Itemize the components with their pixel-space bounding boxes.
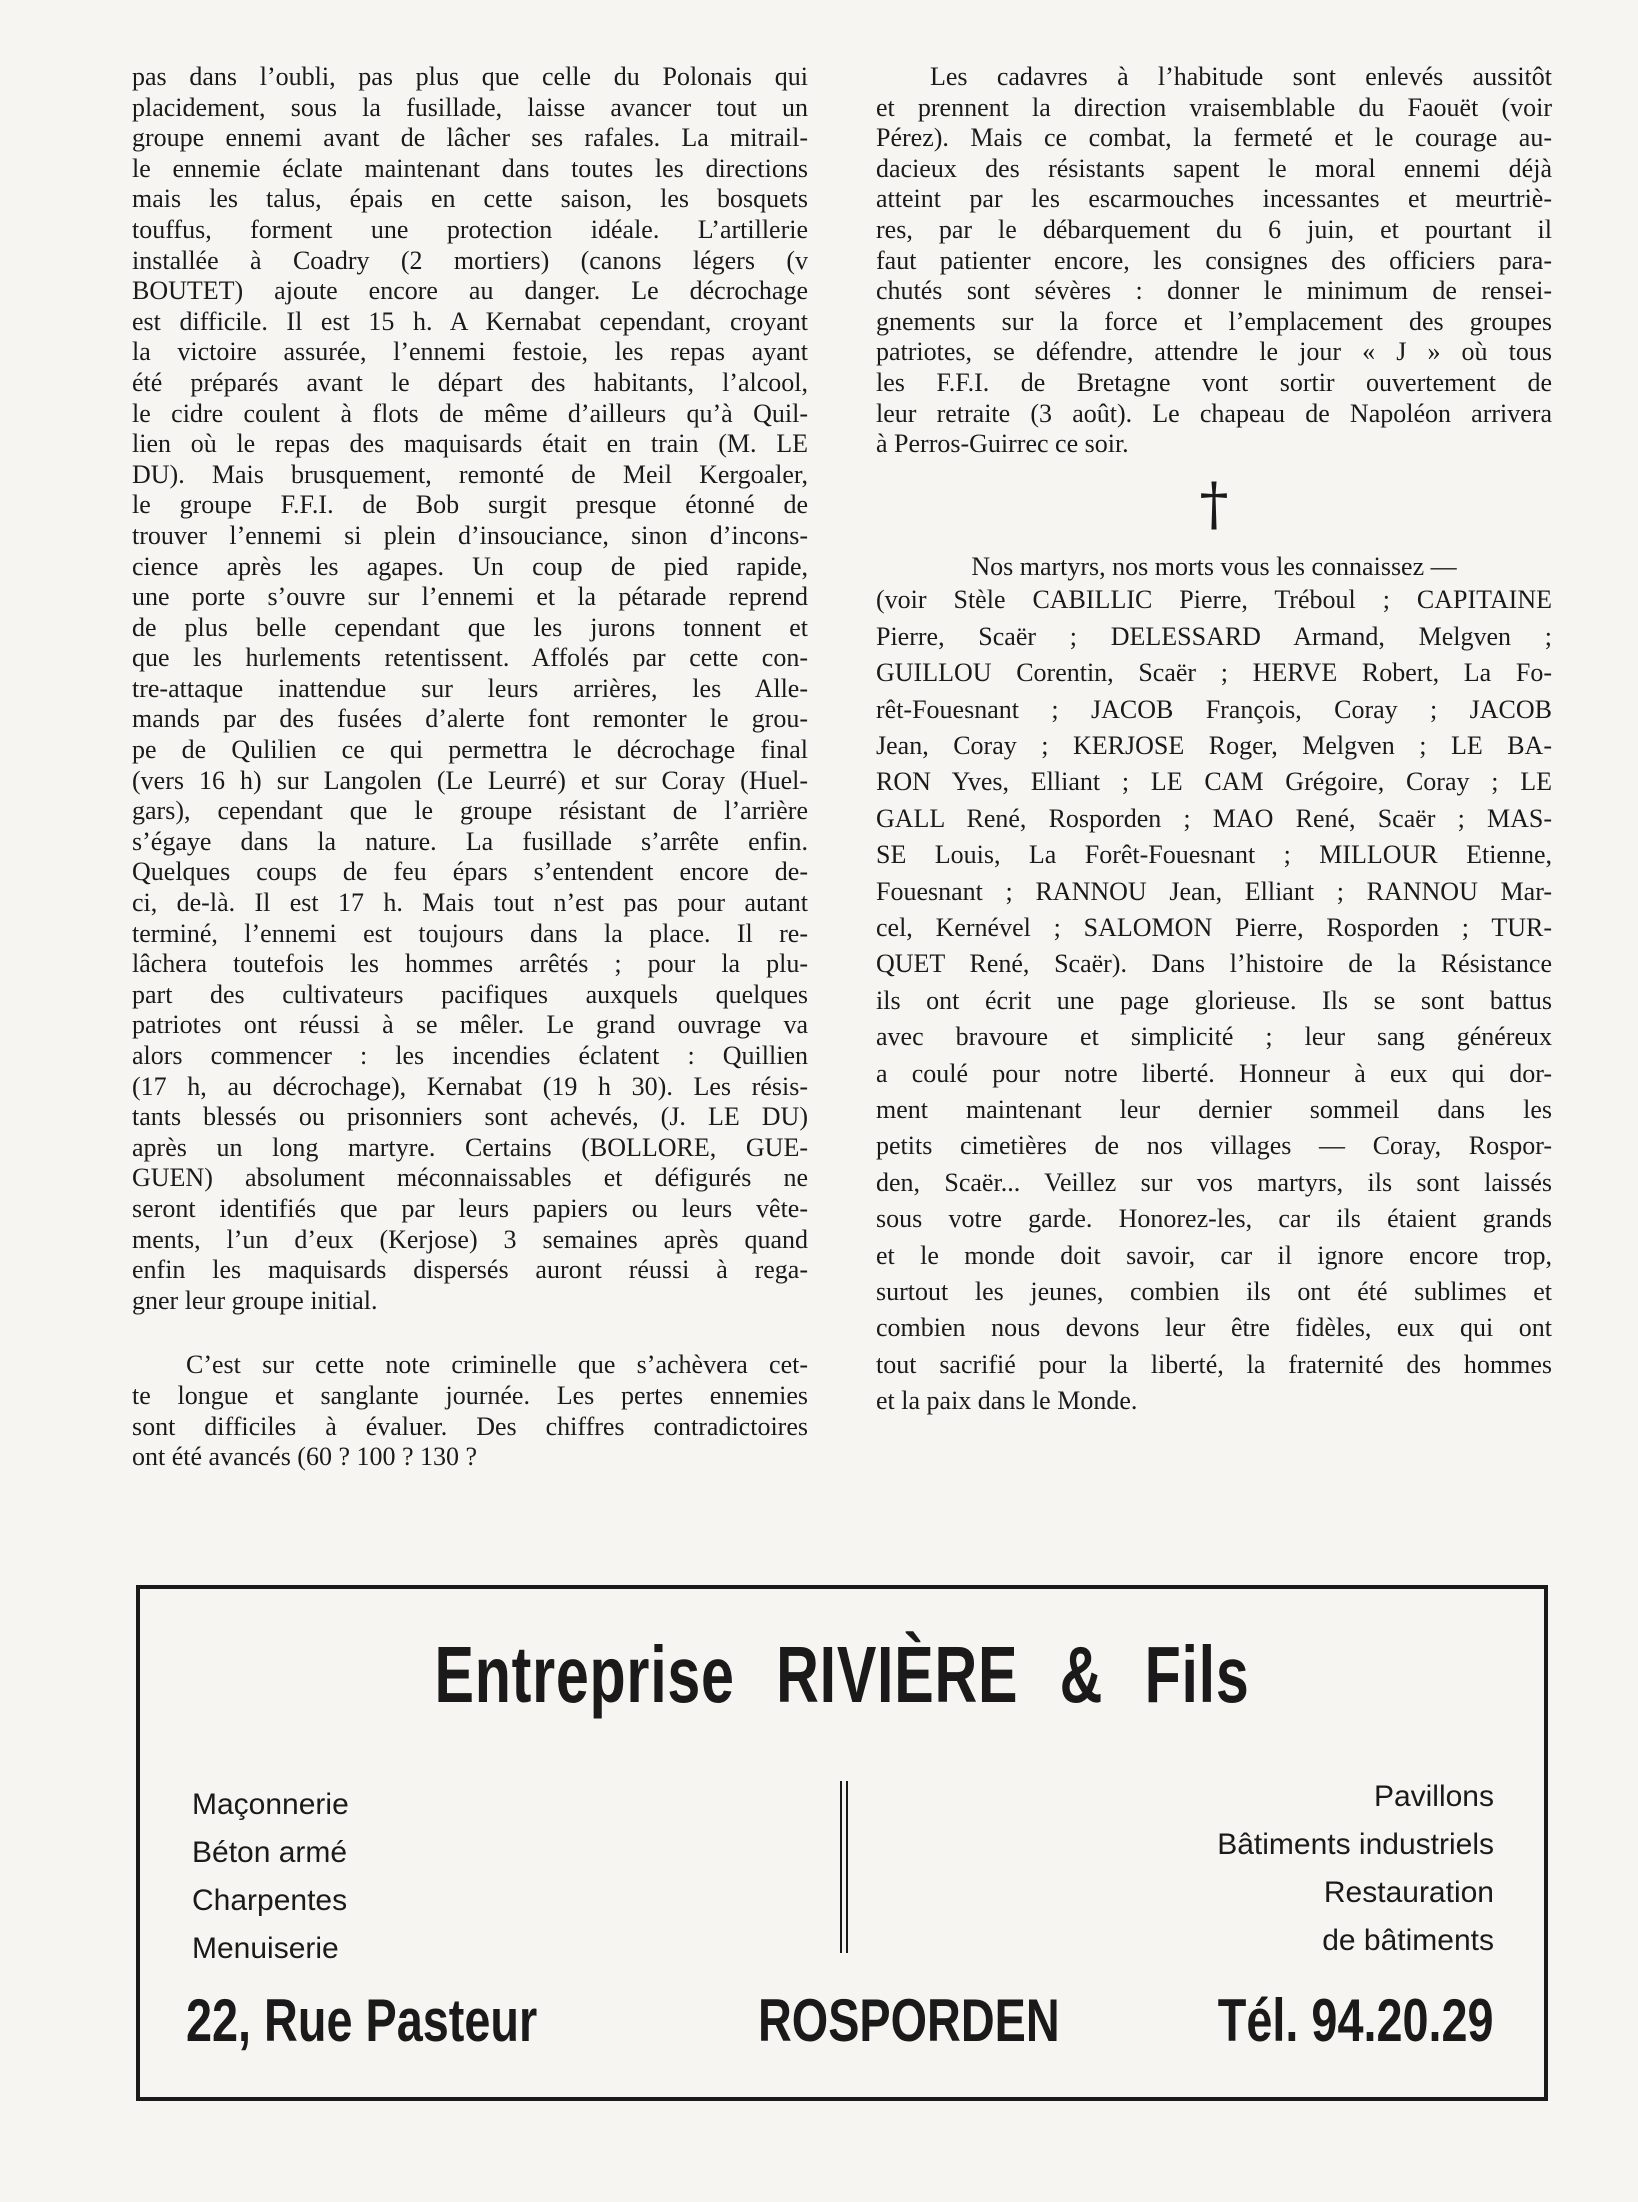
ad-right-services [1217,1773,1494,1965]
text-line: chutés sont sévères : donner le minimum de rensei- [876,276,1552,306]
martyrs-line: ils ont écrit une page glorieuse. Ils se sont battus [876,985,1552,1015]
text-line: faut patienter encore, les consignes des officiers para- [876,245,1552,275]
text-line: sont difficiles à évaluer. Des chiffres contradictoires [132,1411,808,1441]
left-paragraph-1 [132,62,808,1316]
text-line: installée à Coadry (2 mortiers) (canons légers (v [132,245,808,275]
text-line: mais les talus, épais en cette saison, les bosquets [132,184,808,214]
martyrs-line: rêt-Fouesnant ; JACOB François, Coray ; JACOB [876,694,1552,724]
ad-title-word-4: Fils [1144,1630,1250,1719]
ad-title-word-3: & [1059,1630,1104,1719]
martyrs-line: cel, Kernével ; SALOMON Pierre, Rosporden ; TUR- [876,912,1552,942]
text-line: touffus, forment une protection idéale. L’artillerie [132,214,808,244]
martyrs-line: (voir Stèle CABILLIC Pierre, Tréboul ; CAPITAINE [876,585,1552,615]
text-line: s’égaye dans la nature. La fusillade s’arrête enfin. [132,826,808,856]
text-line: terminé, l’ennemi est toujours dans la place. Il re- [132,918,808,948]
martyrs-line: a coulé pour notre liberté. Honneur à eux qui dor- [876,1058,1552,1088]
text-line: C’est sur cette note criminelle que s’achèvera cet- [186,1350,808,1380]
text-line: BOUTET) ajoute encore au danger. Le décrochage [132,276,808,306]
text-line: seront identifiés que par leurs papiers ou leurs vête- [132,1193,808,1223]
ad-service: Béton armé [192,1836,348,1869]
text-line: pas dans l’oubli, pas plus que celle du Polonais qui [132,62,808,91]
ad-title-word-2: RIVIÈRE [776,1630,1019,1719]
text-line: patriotes ont réussi à se mêler. Le grand ouvrage va [132,1010,808,1040]
text-line: gars), cependant que le groupe résistant de l’arrière [132,796,808,826]
text-line: lien où le repas des maquisards était en train (M. LE [132,429,808,459]
martyrs-line: Jean, Coray ; KERJOSE Roger, Melgven ; LE BA- [876,730,1552,760]
text-line: Quelques coups de feu épars s’entendent encore de- [132,857,808,887]
ad-service: de bâtiments [1322,1924,1494,1957]
text-line: leur retraite (3 août). Le chapeau de Napoléon arrivera [876,398,1552,428]
text-line: groupe ennemi avant de lâcher ses rafales. La mitrail- [132,123,808,153]
text-line: (17 h, au décrochage), Kernabat (19 h 30). Les résis- [132,1071,808,1101]
ad-address: 22, Rue Pasteur [186,1987,538,2054]
text-line: le cidre coulent à flots de même d’ailleurs qu’à Quil- [132,398,808,428]
text-line: le ennemie éclate maintenant dans toutes les directions [132,153,808,183]
text-line: mands par des fusées d’alerte font remonter le grou- [132,704,808,734]
right-paragraph-1 [876,62,1552,460]
text-line: une porte s’ouvre sur l’ennemi et la pétarade reprend [132,582,808,612]
martyrs-line: den, Scaër... Veillez sur vos martyrs, ils sont laissés [876,1167,1552,1197]
advertisement-box [136,1585,1548,2101]
text-line: à Perros-Guirrec ce soir. [876,429,1129,459]
text-line: patriotes, se défendre, attendre le jour « J » où tous [876,337,1552,367]
martyrs-line: Fouesnant ; RANNOU Jean, Elliant ; RANNOU Mar- [876,876,1552,906]
text-line: été préparés avant le départ des habitants, l’alcool, [132,367,808,397]
cross-symbol: † [1199,469,1229,538]
martyrs-line: RON Yves, Elliant ; LE CAM Grégoire, Coray ; LE [876,767,1552,797]
text-line: DU). Mais brusquement, remonté de Meil Kergoaler, [132,459,808,489]
martyrs-intro: Nos martyrs, nos morts vous les connaissez — [971,551,1457,581]
text-line: ments, l’un d’eux (Kerjose) 3 semaines après quand [132,1224,808,1254]
text-line: trouver l’ennemi si plein d’insouciance, sinon d’incons- [132,520,808,550]
text-line: atteint par les escarmouches incessantes et meurtriè- [876,184,1552,214]
martyrs-line: et le monde doit savoir, car il ignore encore trop, [876,1240,1552,1270]
text-line: (vers 16 h) sur Langolen (Le Leurré) et sur Coray (Huel- [132,765,808,795]
martyrs-line: SE Louis, La Forêt-Fouesnant ; MILLOUR Etienne, [876,840,1552,870]
text-line: ont été avancés (60 ? 100 ? 130 ? [132,1442,478,1472]
martyrs-line: tout sacrifié pour la liberté, la fraternité des hommes [876,1349,1552,1379]
martyrs-line: sous votre garde. Honorez-les, car ils étaient grands [876,1204,1552,1234]
martyrs-line: GALL René, Rosporden ; MAO René, Scaër ; MAS- [876,803,1552,833]
right-text-column [876,62,1552,1420]
text-line: gnements sur la force et l’emplacement des groupes [876,306,1552,336]
martyrs-line: surtout les jeunes, combien ils ont été sublimes et [876,1277,1552,1307]
left-text-column [132,62,808,1473]
martyrs-line: et la paix dans le Monde. [876,1386,1138,1416]
martyrs-line: petits cimetières de nos villages — Coray, Rospor- [876,1131,1552,1161]
text-line: gner leur groupe initial. [132,1285,378,1315]
ad-divider [840,1781,848,1953]
text-line: te longue et sanglante journée. Les pertes ennemies [132,1380,808,1410]
text-line: cience après les agapes. Un coup de pied rapide, [132,551,808,581]
text-line: alors commencer : les incendies éclatent : Quillien [132,1041,808,1070]
text-line: le groupe F.F.I. de Bob surgit presque étonné de [132,490,808,520]
text-line: et prennent la direction vraisemblable du Faouët (voir [876,92,1552,122]
martyrs-line: ment maintenant leur dernier sommeil dans les [876,1095,1552,1124]
text-line: la victoire assurée, l’ennemi festoie, les repas ayant [132,337,808,367]
martyrs-line: avec bravoure et simplicité ; leur sang généreux [876,1022,1552,1052]
ad-service: Pavillons [1373,1780,1494,1813]
text-line: après un long martyre. Certains (BOLLORE, GUE- [132,1132,808,1162]
text-line: pe de Qulilien ce qui permettra le décrochage final [132,735,808,765]
martyrs-list [876,582,1552,1419]
paragraph-gap [132,1316,808,1350]
martyrs-line: QUET René, Scaër). Dans l’histoire de la Résistance [876,949,1552,979]
ad-service: Menuiserie [192,1932,339,1965]
text-line: Les cadavres à l’habitude sont enlevés aussitôt [930,62,1552,91]
ad-phone: Tél. 94.20.29 [1218,1987,1494,2054]
ad-service: Charpentes [192,1884,348,1917]
text-line: placidement, sous la fusillade, laisse avancer tout un [132,92,808,122]
text-line: ci, de-là. Il est 17 h. Mais tout n’est pas pour autant [132,888,808,918]
martyrs-line: GUILLOU Corentin, Scaër ; HERVE Robert, La Fo- [876,658,1552,688]
text-line: GUEN) absolument méconnaissables et défigurés ne [132,1163,808,1193]
text-line: que les hurlements retentissent. Affolés par cette con- [132,643,808,673]
text-line: est difficile. Il est 15 h. A Kernabat cependant, croyant [132,306,808,336]
text-line: tre-attaque inattendue sur leurs arrières, les Alle- [132,673,808,703]
text-line: les F.F.I. de Bretagne vont sortir ouvertement de [876,367,1552,397]
text-line: dacieux des résistants sapent le moral ennemi déjà [876,153,1552,183]
text-line: de plus belle cependant que les jurons tonnent et [132,612,808,642]
ad-title [323,1629,1362,1721]
ad-service: Maçonnerie [192,1788,349,1821]
ad-service: Bâtiments industriels [1217,1828,1494,1861]
ad-left-services [192,1781,349,1973]
text-line: lâchera toutefois les hommes arrêtés ; pour la plu- [132,949,808,979]
text-line: enfin les maquisards dispersés auront réussi à rega- [132,1255,808,1285]
text-line: part des cultivateurs pacifiques auxquels quelques [132,979,808,1009]
martyrs-line: combien nous devons leur être fidèles, eux qui ont [876,1313,1552,1343]
ad-service: Restauration [1323,1876,1494,1909]
ad-city: ROSPORDEN [758,1987,1060,2054]
martyrs-line: Pierre, Scaër ; DELESSARD Armand, Melgven ; [876,621,1552,651]
text-line: res, par le débarquement du 6 juin, et pourtant il [876,214,1552,244]
left-paragraph-2 [132,1350,808,1472]
text-line: tants blessés ou prisonniers sont achevés, (J. LE DU) [132,1102,808,1132]
ad-title-word-1: Entreprise [434,1630,735,1719]
text-line: Pérez). Mais ce combat, la fermeté et le courage au- [876,123,1552,153]
